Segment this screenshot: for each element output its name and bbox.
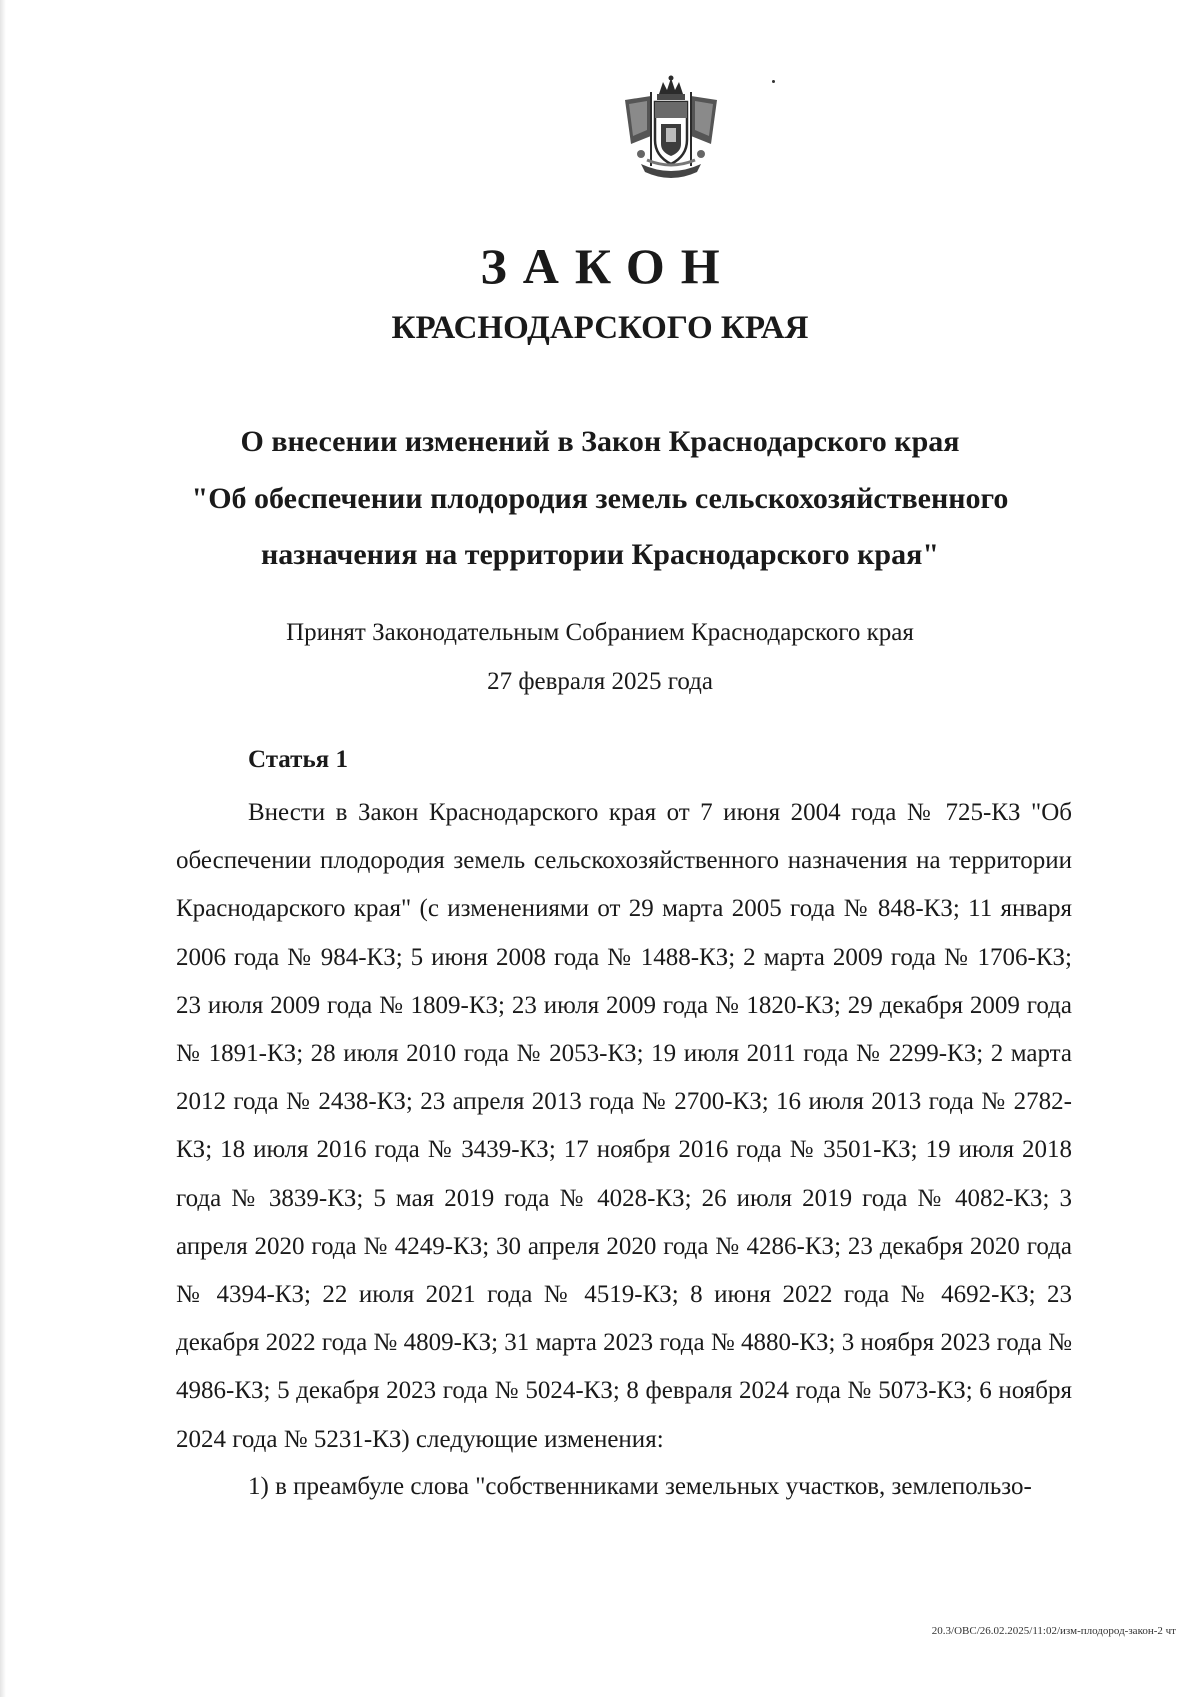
law-title-line-2: "Об обеспечении плодородия земель сельскохозяйственного <box>191 482 1009 515</box>
article-heading: Статья 1 <box>248 746 348 773</box>
article-item-1: 1) в преамбуле слова "собственниками земельных участков, землепользо- <box>248 1473 1032 1500</box>
scan-speck <box>772 80 775 83</box>
article-paragraph: Внести в Закон Краснодарского края от 7 июня 2004 года № 725-КЗ "Об обеспечении плодородия земель сельскохозяйственного назначения на территории Краснодарского края" (с изменениями от 29 марта 2005 года № 848-КЗ; 11 января 2006 года № 984-КЗ; 5 июня 2008 года № 1488-КЗ; 2 марта 2009 года № 1706-КЗ; 23 июля 2009 года № 1809-КЗ; 23 июля 2009 года № 1820-КЗ; 29 декабря 2009 года № 1891-КЗ; 28 июля 2010 года № 2053-КЗ; 19 июля 2011 года № 2299-КЗ; 2 марта 2012 года № 2438-КЗ; 23 апреля 2013 года № 2700-КЗ; 16 июля 2013 года № 2782-КЗ; 18 июля 2016 года № 3439-КЗ; 17 ноября 2016 года № 3501-КЗ; 19 июля 2018 года № 3839-КЗ; 5 мая 2019 года № 4028-КЗ; 26 июля 2019 года № 4082-КЗ; 3 апреля 2020 года № 4249-КЗ; 30 апреля 2020 года № 4286-КЗ; 23 декабря 2020 года № 4394-КЗ; 22 июля 2021 года № 4519-КЗ; 8 июня 2022 года № 4692-КЗ; 23 декабря 2022 года № 4809-КЗ; 31 марта 2023 года № 4880-КЗ; 3 ноября 2023 года № 4986-КЗ; 5 декабря 2023 года № 5024-КЗ; 8 февраля 2024 года № 5073-КЗ; 6 ноября 2024 года № 5231-КЗ) следующие изменения: <box>176 799 1072 1453</box>
document-code: 20.3/ОВС/26.02.2025/11:02/изм-плодород-закон-2 чт <box>931 1625 1176 1637</box>
adoption-date: 27 февраля 2025 года <box>487 668 713 695</box>
coat-of-arms-icon <box>611 74 731 186</box>
adoption-statement: Принят Законодательным Собранием Краснодарского края <box>286 619 914 646</box>
law-title-line-3: назначения на территории Краснодарского края" <box>260 538 940 571</box>
region-heading: КРАСНОДАРСКОГО КРАЯ <box>391 310 809 346</box>
law-heading: ЗАКОН <box>480 238 736 294</box>
law-title-line-1: О внесении изменений в Закон Краснодарского края <box>240 425 960 458</box>
